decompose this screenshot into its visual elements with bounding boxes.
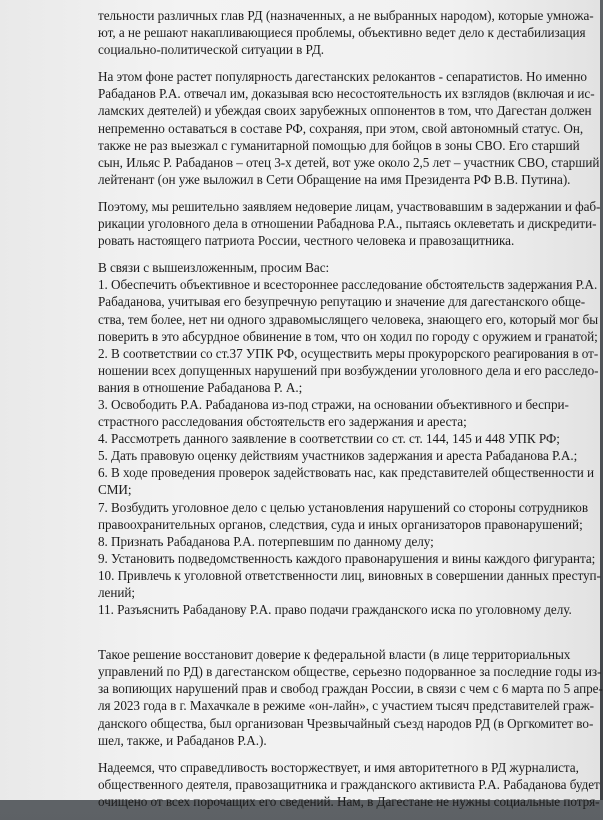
list-item: СМИ;: [98, 482, 132, 498]
text-line: Надеемся, что справедливость восторжествует, и имя авторитетного в РД журналиста,: [98, 759, 579, 775]
request-list: [98, 259, 601, 618]
list-heading: В связи с вышеизложенным, просим Вас:: [98, 260, 330, 276]
text-line: На этом фоне растет популярность дагестанских релокантов - сепаратистов. Но именно: [98, 69, 587, 85]
list-item: вания в отношение Рабаданова Р. А.;: [98, 379, 303, 395]
list-item: 5. Дать правовую оценку действиям участников задержания и ареста Рабаданова Р.А.;: [98, 448, 578, 464]
text-line: ля 2023 года в г. Махачкале в режиме «он-лайн», с участием тысяч представителей граж-: [98, 698, 595, 714]
paragraph-hope: [98, 759, 600, 810]
list-item: 3. Освободить Р.А. Рабаданова из-под стражи, на основании объективного и беспри-: [98, 396, 569, 412]
list-item: 9. Установить подведомственность каждого правонарушения и вины каждого фигуранта;: [98, 550, 596, 566]
text-line: ют, а не решают накапливающиеся проблемы, объективно ведет дело к дестабилизация: [98, 25, 586, 41]
text-line: Рабаданов Р.А. отвечал им, доказывая всю несостоятельность их взглядов (включая и ис-: [98, 86, 595, 102]
text-line: также не раз выезжал с гуманитарной помощью для бойцов в зоны СВО. Его старший: [98, 137, 580, 153]
list-item: 4. Рассмотреть данного заявление в соответствии со ст. ст. 144, 145 и 448 УПК РФ;: [98, 431, 560, 447]
list-item: страстного расследования обстоятельств его задержания и ареста;: [98, 414, 467, 430]
list-item: 7. Возбудить уголовное дело с целью установления нарушений со стороны сотрудников: [98, 499, 589, 515]
paragraph-trust-restoration: [98, 646, 603, 749]
paragraph-distrust: [98, 198, 601, 249]
text-line: ровать настоящего патриота России, честного человека и правозащитника.: [98, 233, 515, 249]
paragraph-relocants: [98, 68, 600, 188]
list-item: 11. Разъяснить Рабаданову Р.А. право подачи гражданского иска по уголовному делу.: [98, 602, 572, 618]
text-line: Поэтому, мы решительно заявляем недоверие лицам, участвовавшим в задержании и фаб-: [98, 198, 601, 214]
list-item: 1. Обеспечить объективное и всестороннее расследование обстоятельств задержания Р.А.: [98, 277, 598, 293]
text-line: шел, также, и Рабаданов Р.А.).: [98, 732, 267, 748]
list-item: 10. Привлечь к уголовной ответственности лиц, виновных в совершении данных преступ-: [98, 567, 601, 583]
text-line: данского общества, был организован Чрезвычайный съезд народов РД (в Оргкомитет во-: [98, 715, 594, 731]
list-item: 6. В ходе проведения проверок задействовать нас, как представителей общественности и: [98, 465, 594, 481]
spacer: [98, 628, 576, 646]
text-line: социально-политической ситуации в РД.: [98, 42, 325, 58]
text-line: Такое решение восстановит доверие к федеральной власти (в лице территориальных: [98, 647, 571, 663]
text-line: рикации уголовного дела в отношении Рабаднова Р.А., пытаясь оклеветать и дискредити-: [98, 216, 597, 232]
text-line: ламских деятелей) и убеждая своих зарубежных оппонентов в том, что Дагестан должен: [98, 103, 592, 119]
text-line: общественного деятеля, правозащитника и гражданского активиста Р.А. Рабаданова будет: [98, 776, 600, 792]
text-line: очищено от всех порочащих его сведений. Нам, в Дагестане не нужны социальные потря-: [98, 793, 600, 809]
list-item: ношении всех допущенных нарушений при возбуждении уголовного дела и его расследо-: [98, 362, 599, 378]
text-line: за вопиющих нарушений прав и свобод граждан России, в связи с чем с 6 марта по 5 апре-: [98, 681, 603, 697]
list-item: лений;: [98, 585, 135, 600]
text-line: управлений по РД) в дагестанском обществе, серьезно подорванное за последние годы из-: [98, 664, 602, 680]
list-item: Рабаданова, учитывая его безупречную репутацию и значение для дагестанского обще-: [98, 294, 586, 310]
text-line: лейтенант (он уже выложил в Сети Обращение на имя Президента РФ В.В. Путина).: [98, 171, 571, 187]
list-item: 2. В соответствии со ст.37 УПК РФ, осуществить меры прокурорского реагирования в от-: [98, 345, 599, 361]
document-text: [98, 7, 603, 820]
list-item: ства, тем более, нет ни одного здравомыслящего человека, знающего его, который мог бы: [98, 311, 599, 327]
paragraph-intro-continuation: [98, 7, 594, 58]
text-line: тельности различных глав РД (назначенных, а не выбранных народом), которые умножа-: [98, 8, 594, 23]
list-item: поверить в это абсурдное обвинение в том, что он ходил по городу с оружием и гранатой;: [98, 328, 598, 344]
text-line: сын, Ильяс Р. Рабаданов – отец 3-х детей, вот уже около 2,5 лет – участник СВО, старший: [98, 154, 600, 170]
text-line: непременно оставаться в составе РФ, сохраняя, при этом, свой автономный статус. Он,: [98, 120, 584, 136]
list-item: правоохранительных органов, следствия, суда и иных организаторов правонарушений;: [98, 516, 583, 532]
list-item: 8. Признать Рабаданова Р.А. потерпевшим по данному делу;: [98, 533, 434, 549]
